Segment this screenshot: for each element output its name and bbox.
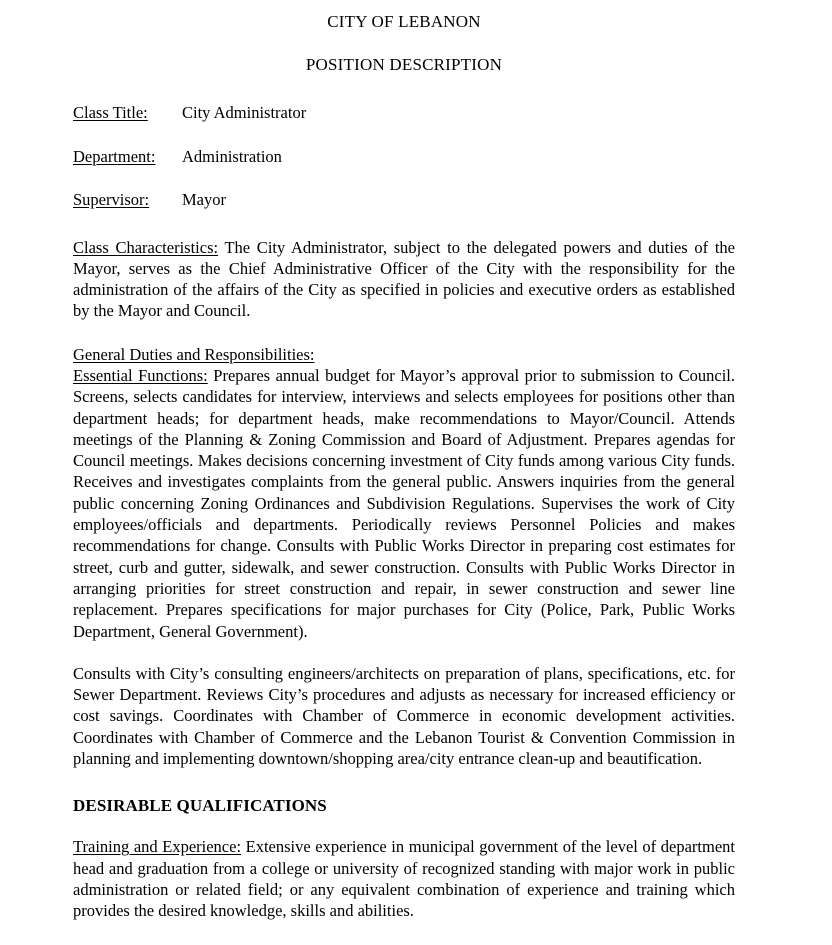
field-value-class-title: City Administrator (182, 103, 307, 122)
field-row-department (73, 146, 735, 166)
field-value-department: Administration (182, 146, 282, 166)
text-class-characteristics: The City Administrator, subject to the delegated powers and duties of the Mayor, serves as the Chief Administrative Officer of the City with the responsibility for the administration of the affairs of the City as specified in policies and executive orders as established by the Mayor and Council. (73, 237, 735, 321)
field-label-department: Department: (73, 146, 156, 166)
heading-general-duties: General Duties and Responsibilities: (73, 344, 315, 364)
text-essential-functions: Prepares annual budget for Mayor’s approval prior to submission to Council. Screens, selects candidates for interview, interviews and selects employees for positions other than department heads; for department heads, make recommendations to Mayor/Council. Attends meetings of the Planning & Zoning Commission and Board of Adjustment. Prepares agendas for Council meetings. Makes decisions concerning investment of City funds among various City funds. Receives and investigates complaints from the general public. Answers inquiries from the general public concerning Zoning Ordinances and Subdivision Regulations. Supervises the work of City employees/officials and departments. Periodically reviews Personnel Policies and makes recommendations for change. Consults with Public Works Director in preparing cost estimates for street, curb and gutter, sidewalk, and sewer construction. Consults with Public Works Director in arranging priorities for street construction and repair, in sewer construction and sewer line replacement. Prepares specifications for major purchases for City (Police, Park, Public Works Department, General Government). (73, 365, 736, 641)
paragraph-consulting: Consults with City’s consulting engineers/architects on preparation of plans, specifications, etc. for Sewer Department. Reviews City’s procedures and adjusts as necessary for increased efficiency or cost savings. Coordinates with Chamber of Commerce in economic development activities. Coordinates with Chamber of Commerce and the Lebanon Tourist & Convention Commission in planning and implementing downtown/shopping area/city entrance clean-up and beautification. (73, 663, 735, 769)
label-class-characteristics: Class Characteristics: (73, 237, 219, 257)
paragraph-training-and-experience (73, 836, 735, 921)
field-value-supervisor: Mayor (182, 190, 226, 209)
field-label-supervisor: Supervisor: (73, 190, 150, 209)
field-row-supervisor (73, 192, 735, 209)
field-label-class-title: Class Title: (73, 103, 148, 122)
field-row-class-title (73, 105, 735, 122)
document-subtitle: POSITION DESCRIPTION (305, 55, 503, 74)
label-essential-functions: Essential Functions: (73, 365, 208, 385)
paragraph-essential-functions (73, 365, 735, 642)
heading-desirable-qualifications: DESIRABLE QUALIFICATIONS (73, 796, 327, 816)
text-training-and-experience: Extensive experience in municipal government of the level of department head and graduation from a college or university of recognized standing with major work in public administration or related field; or any equivalent combination of experience and training which provides the desired knowledge, skills and abilities. (73, 837, 735, 921)
document-title: CITY OF LEBANON (327, 12, 481, 31)
label-training-and-experience: Training and Experience: (73, 837, 242, 857)
document-body (73, 0, 735, 922)
paragraph-class-characteristics (73, 237, 735, 322)
